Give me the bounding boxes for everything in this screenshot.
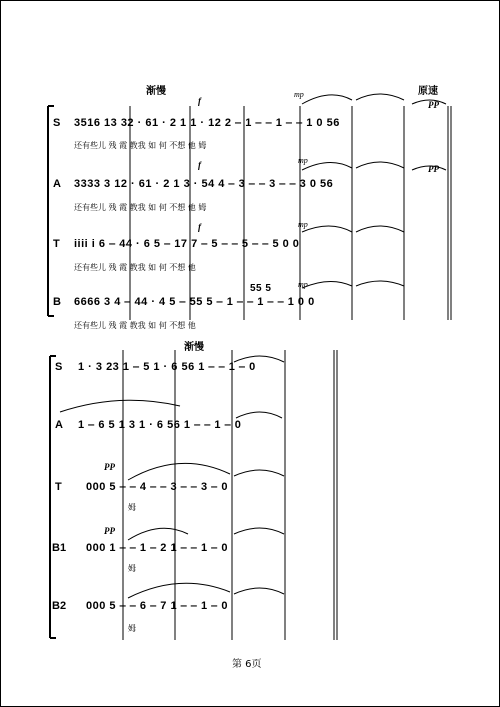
- tempo-marking-rit: 渐慢: [184, 342, 204, 353]
- tempo-marking-a-tempo: 原速: [418, 86, 438, 97]
- dynamic-forte: f: [198, 222, 201, 232]
- dynamic-pianissimo: PP: [428, 164, 439, 174]
- notation-tenor: iiii i 6 ‒ 44 · 6 5 ‒ 17 7 ‒ 5 ‒ ‒ 5 ‒ ‒ 5 0 0: [74, 238, 300, 250]
- notation-bass1: 000 1 ‒ ‒ 1 ‒ 2 1 ‒ ‒ 1 ‒ 0: [86, 542, 228, 554]
- part-label-soprano: S: [55, 361, 63, 373]
- part-label-bass2: B2: [52, 600, 67, 612]
- tempo-marking-rit: 渐慢: [146, 86, 166, 97]
- lyrics-bass: 还有些儿 残 霞 教我 如 何 不想 他: [74, 321, 196, 330]
- lyrics-bass2: 姆: [128, 624, 136, 633]
- dynamic-forte: f: [198, 160, 201, 170]
- notation-alto: 3333 3 12 · 61 · 2 1 3 · 54 4 ‒ 3 ‒ ‒ 3 ‒ ‒ 3 0 56: [74, 178, 334, 190]
- dynamic-mezzo-piano: mp: [294, 90, 304, 99]
- part-label-soprano: S: [53, 117, 61, 129]
- dynamic-pianissimo: PP: [428, 100, 439, 110]
- part-label-tenor: T: [55, 481, 62, 493]
- dynamic-forte: f: [198, 96, 201, 106]
- dynamic-pianissimo: PP: [104, 526, 115, 536]
- notation-bass: 6666 3 4 ‒ 44 · 4 5 ‒ 55 5 ‒ 1 ‒ ‒ 1 ‒ ‒ 1 0 0: [74, 296, 315, 308]
- notation-soprano: 3516 13 32 · 61 · 2 1 1 · 12 2 ‒ 1 ‒ ‒ 1 ‒ ‒ 1 0 56: [74, 117, 340, 129]
- dynamic-mezzo-piano: mp: [298, 220, 308, 229]
- notation-bass2: 000 5 ‒ ‒ 6 ‒ 7 1 ‒ ‒ 1 ‒ 0: [86, 600, 228, 612]
- part-label-alto: A: [53, 178, 61, 190]
- notation-alto: 1 ‒ 6 5 1 3 1 · 6 56 1 ‒ ‒ 1 ‒ 0: [78, 419, 242, 431]
- lyrics-soprano: 还有些儿 残 霞 教我 如 何 不想 他 姆: [74, 141, 207, 150]
- part-label-tenor: T: [53, 238, 60, 250]
- notation-tenor: 000 5 ‒ ‒ 4 ‒ ‒ 3 ‒ ‒ 3 ‒ 0: [86, 481, 228, 493]
- notation-soprano: 1 · 3 23 1 ‒ 5 1 · 6 56 1 ‒ ‒ 1 ‒ 0: [78, 361, 256, 373]
- part-label-alto: A: [55, 419, 63, 431]
- dynamic-pianissimo: PP: [104, 462, 115, 472]
- page-number: 第 6页: [232, 659, 262, 670]
- lyrics-tenor: 姆: [128, 503, 136, 512]
- lyrics-alto: 还有些儿 残 霞 教我 如 何 不想 他 姆: [74, 203, 207, 212]
- part-label-bass1: B1: [52, 542, 67, 554]
- notation-bass-upper: 55 5: [250, 283, 272, 294]
- lyrics-bass1: 姆: [128, 564, 136, 573]
- lyrics-tenor: 还有些儿 残 霞 教我 如 何 不想 他: [74, 263, 196, 272]
- dynamic-mezzo-piano: mp: [298, 156, 308, 165]
- dynamic-mezzo-piano: mp: [298, 280, 308, 289]
- part-label-bass: B: [53, 296, 61, 308]
